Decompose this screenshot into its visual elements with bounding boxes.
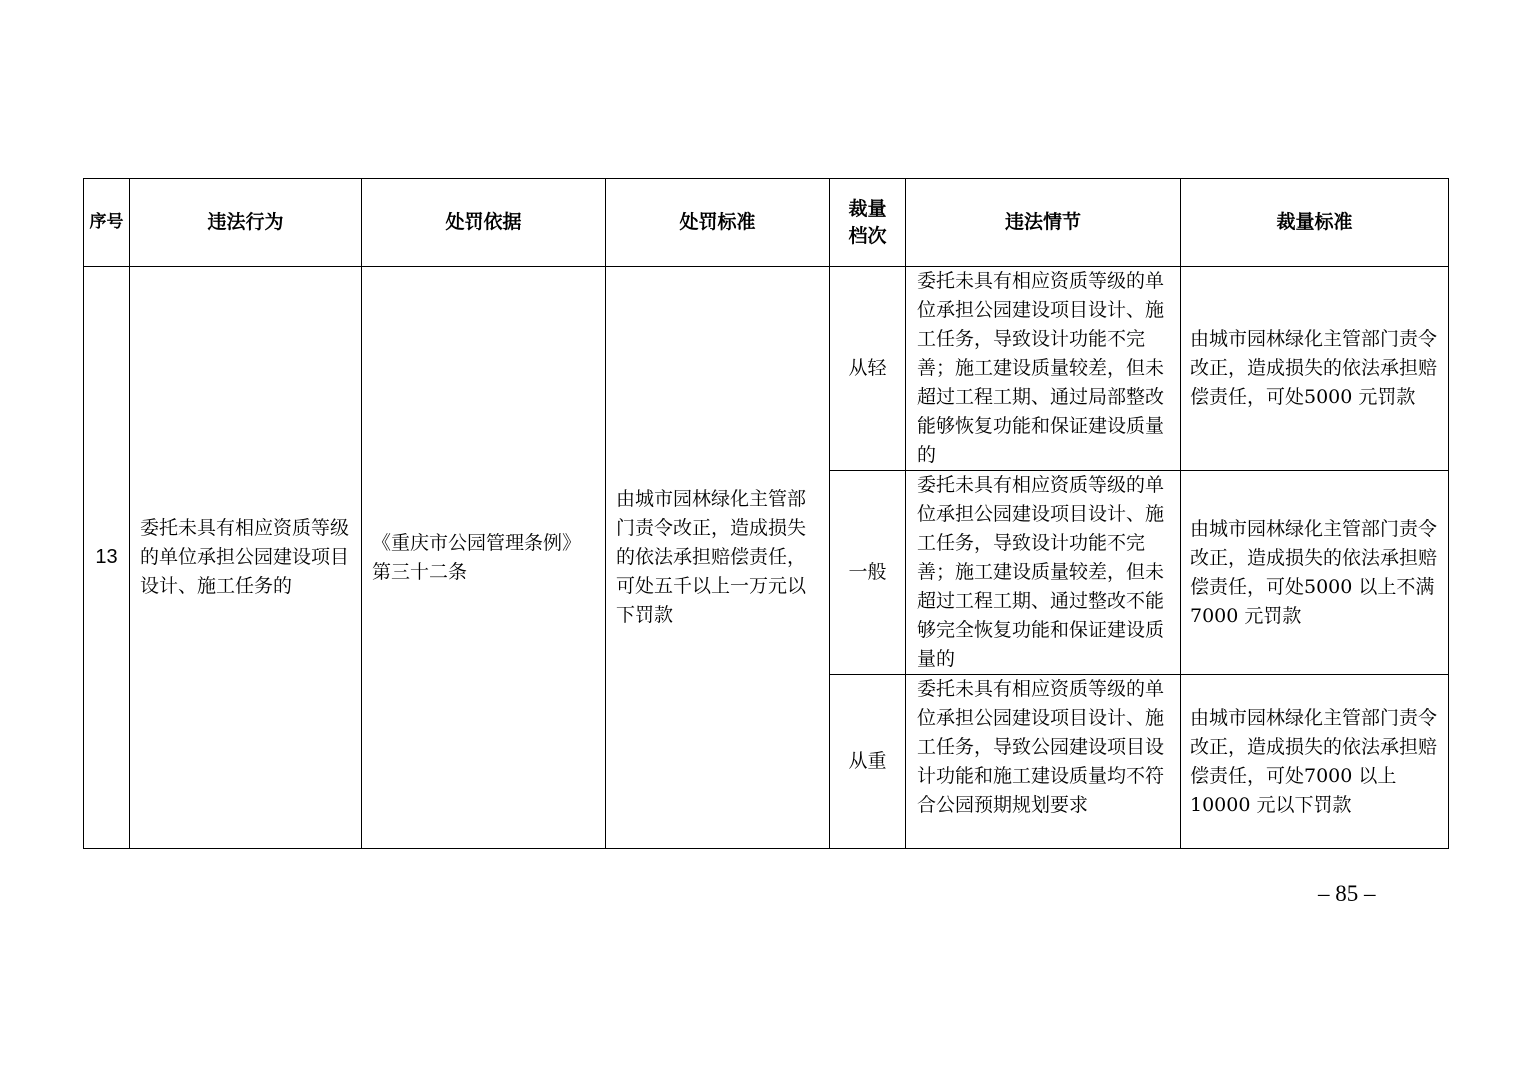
header-circumstance: 违法情节: [906, 179, 1181, 267]
header-level: [830, 179, 906, 267]
entry-seq: 13: [84, 267, 130, 849]
discretion-standard-general: 由城市园林绿化主管部门责令改正，造成损失的依法承担赔偿责任，可处5000 以上不满 7000 元罚款: [1181, 471, 1449, 675]
penalty-discretion-table: [83, 178, 1449, 849]
table-header-row: [84, 179, 1449, 267]
header-level-line1: 裁量: [848, 197, 887, 220]
header-discretion-standard: 裁量标准: [1181, 179, 1449, 267]
header-level-line2: 档次: [848, 224, 887, 247]
header-seq: 序号: [84, 179, 130, 267]
table-row: [84, 267, 1449, 471]
page-number: – 85 –: [1318, 881, 1376, 906]
level-general: 一般: [830, 471, 906, 675]
header-basis: 处罚依据: [362, 179, 606, 267]
header-violation: 违法行为: [130, 179, 362, 267]
entry-violation: 委托未具有相应资质等级的单位承担公园建设项目设计、施工任务的: [130, 267, 362, 849]
entry-penalty-standard: 由城市园林绿化主管部门责令改正，造成损失的依法承担赔偿责任，可处五千以上一万元以下罚款: [606, 267, 830, 849]
circumstance-general: 委托未具有相应资质等级的单位承担公园建设项目设计、施工任务，导致设计功能不完善；施工建设质量较差，但未超过工程工期、通过整改不能够完全恢复功能和保证建设质量的: [906, 471, 1181, 675]
discretion-standard-light: 由城市园林绿化主管部门责令改正，造成损失的依法承担赔偿责任，可处5000 元罚款: [1181, 267, 1449, 471]
circumstance-light: 委托未具有相应资质等级的单位承担公园建设项目设计、施工任务，导致设计功能不完善；施工建设质量较差，但未超过工程工期、通过局部整改能够恢复功能和保证建设质量的: [906, 267, 1181, 471]
discretion-standard-heavy: 由城市园林绿化主管部门责令改正，造成损失的依法承担赔偿责任，可处7000 以上 10000 元以下罚款: [1181, 675, 1449, 849]
entry-basis: 《重庆市公园管理条例》第三十二条: [362, 267, 606, 849]
header-standard: 处罚标准: [606, 179, 830, 267]
circumstance-heavy: 委托未具有相应资质等级的单位承担公园建设项目设计、施工任务，导致公园建设项目设计功能和施工建设质量均不符合公园预期规划要求: [906, 675, 1181, 849]
level-heavy: 从重: [830, 675, 906, 849]
level-light: 从轻: [830, 267, 906, 471]
